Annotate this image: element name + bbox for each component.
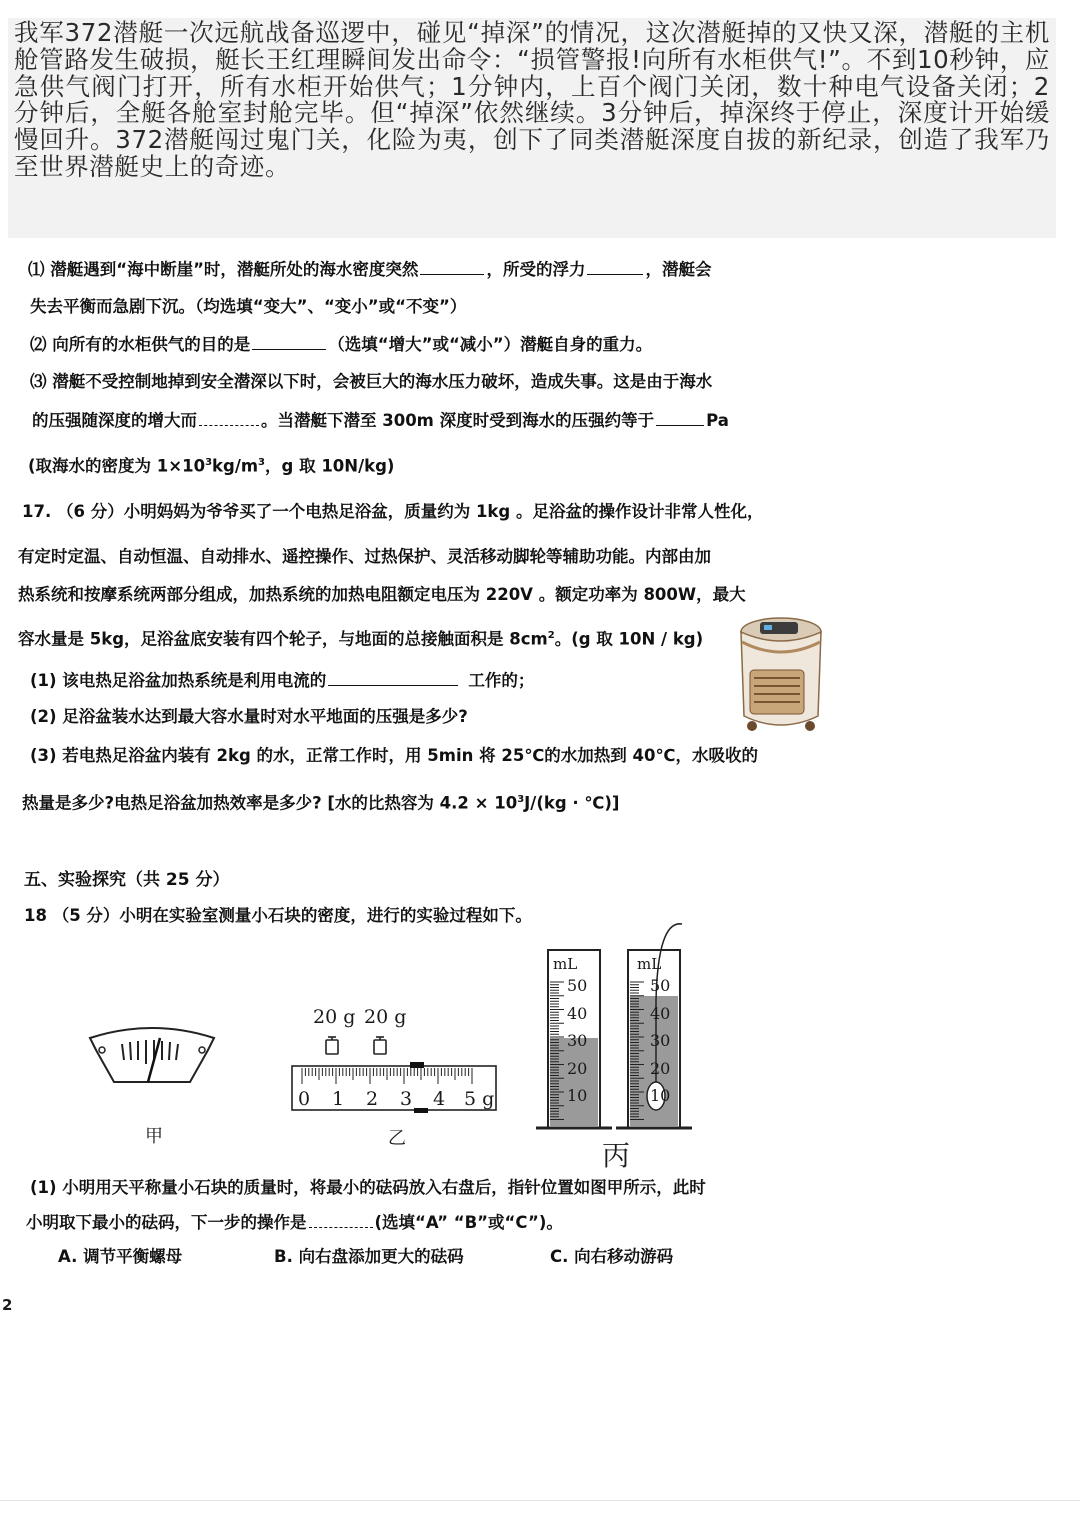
q17-s3-sup: 3 — [517, 794, 525, 805]
q17-s1-text-b: 工作的； — [468, 671, 535, 690]
answer-blank[interactable] — [252, 333, 326, 350]
figure-label-yi: 乙 — [388, 1128, 406, 1149]
q16-p3-text-a: 的压强随深度的增大而 — [32, 411, 197, 430]
weight-label-2: 20 g — [364, 1006, 407, 1028]
q16-p3-density-b: kg/m — [212, 456, 259, 476]
cyl1-tick: 30 — [567, 1031, 588, 1050]
q17-line3: 热系统和按摩系统两部分组成，加热系统的加热电阻额定电压为 220V 。额定功率为 800W，最大 — [18, 585, 746, 604]
q17-line4-text-a: 容水量是 5kg，足浴盆底安装有四个轮子，与地面的总接触面积是 8cm — [18, 629, 548, 649]
q16-p1-text-b: ，所受的浮力 — [486, 260, 586, 279]
option-b: B. 向右盘添加更大的砝码 — [274, 1247, 464, 1266]
bottom-divider — [0, 1500, 1080, 1501]
answer-blank[interactable] — [656, 409, 704, 426]
q18-sub1-line1: (1) 小明用天平称量小石块的质量时，将最小的砝码放入右盘后，指针位置如图甲所示，此时 — [30, 1178, 706, 1197]
q16-part1 — [28, 258, 711, 281]
q16-part3-line2 — [32, 409, 729, 432]
figure-label-bing: 丙 — [602, 1139, 631, 1172]
answer-blank[interactable] — [420, 258, 484, 275]
q17-s1-text-a: (1) 该电热足浴盆加热系统是利用电流的 — [30, 671, 327, 690]
q16-p3-density-a: (取海水的密度为 1×10 — [28, 456, 206, 476]
answer-blank[interactable] — [587, 258, 643, 275]
cylinder2-scale — [650, 972, 670, 1110]
q16-part2 — [30, 333, 652, 356]
cyl1-tick: 50 — [567, 976, 588, 995]
q17-s3-text-b: J/(kg · ℃)] — [524, 793, 620, 813]
ruler-tick-4: 4 — [433, 1088, 446, 1110]
q18-sub1-line2 — [26, 1211, 563, 1234]
q18-s1-text-b: (选填“A” “B”或“C”)。 — [374, 1213, 563, 1232]
cyl2-tick: 50 — [650, 976, 671, 995]
q16-p1-text-c: ，潜艇会 — [645, 260, 712, 279]
cyl2-tick: 30 — [650, 1031, 671, 1050]
passage-box — [8, 18, 1056, 238]
foot-bath-image — [734, 612, 828, 736]
ruler-tick-2: 2 — [366, 1088, 379, 1110]
q18-s1-text-a: 小明取下最小的砝码，下一步的操作是 — [26, 1213, 307, 1232]
q17-line1: 17. （6 分）小明妈妈为爷爷买了一个电热足浴盆，质量约为 1kg 。足浴盆的操作设计非常人性化， — [22, 502, 764, 521]
page-number: 2 — [2, 1296, 13, 1314]
q17-line4-text-b: 。(g 取 10N / kg) — [554, 629, 704, 649]
cyl1-tick: 40 — [567, 1003, 588, 1023]
ruler-tick-1: 1 — [332, 1088, 345, 1110]
cyl2-tick: 40 — [650, 1003, 671, 1023]
cylinder2-unit: mL — [637, 955, 662, 973]
cyl1-tick: 10 — [567, 1086, 588, 1105]
q16-p1-text-a: ⑴ 潜艇遇到“海中断崖”时，潜艇所处的海水密度突然 — [28, 260, 419, 279]
q18-line1: 18 （5 分）小明在实验室测量小石块的密度，进行的实验过程如下。 — [24, 906, 532, 925]
q16-p3-text-b: 。当潜艇下潜至 300m 深度时受到海水的压强约等于 — [261, 411, 655, 430]
ruler-labels — [298, 1088, 498, 1112]
q16-p3-density-sup: 3 — [205, 457, 213, 468]
balance-pointer-figure — [82, 1024, 222, 1104]
q16-part3-line1: ⑶ 潜艇不受控制地掉到安全潜深以下时，会被巨大的海水压力破坏，造成失事。这是由于海水 — [30, 372, 713, 391]
answer-blank[interactable] — [199, 409, 259, 426]
q16-p3-density-c: ，g 取 10N/kg) — [265, 456, 395, 476]
option-a: A. 调节平衡螺母 — [58, 1247, 183, 1266]
q17-sub3-line2 — [22, 789, 619, 815]
weight-label-1: 20 g — [313, 1006, 356, 1028]
q16-p3-density-sup2: 3 — [258, 457, 266, 468]
q17-sub2: (2) 足浴盆装水达到最大容水量时对水平地面的压强是多少? — [30, 707, 468, 726]
section5-title: 五、实验探究（共 25 分） — [24, 870, 230, 890]
ruler-tick-3: 3 — [400, 1088, 413, 1110]
cyl2-tick: 20 — [650, 1058, 671, 1078]
q16-p3-text-c: Pa — [706, 411, 729, 430]
ruler-tick-0: 0 — [298, 1088, 311, 1110]
answer-blank[interactable] — [328, 669, 458, 686]
q17-sub1 — [30, 669, 534, 692]
graduated-cylinders-figure — [532, 910, 700, 1136]
passage-text: 我军372潜艇一次远航战备巡逻中，碰见“掉深”的情况，这次潜艇掉的又快又深，潜艇的主机舱管路发生破损，艇长王红理瞬间发出命令：“损管警报!向所有水柜供气!”。不到10秒钟，应急供气阀门打开，所有水柜开始供气；1分钟内，上百个阀门关闭，数十种电气设备关闭；2分钟后，全艇各舱室封舱完毕。但“掉深”依然继续。3分钟后，掉深终于停止，深度计开始缓慢回升。372潜艇闯过鬼门关，化险为夷，创下了同类潜艇深度自拔的新纪录，创造了我军乃至世界潜艇史上的奇迹。 — [14, 18, 1050, 181]
q17-s3-text-a: 热量是多少?电热足浴盆加热效率是多少? [水的比热容为 4.2 × 10 — [22, 793, 518, 813]
q17-line2: 有定时定温、自动恒温、自动排水、遥控操作、过热保护、灵活移动脚轮等辅助功能。内部由加 — [18, 547, 711, 566]
cyl1-tick: 20 — [567, 1058, 588, 1078]
q16-part3-line3 — [28, 452, 394, 478]
q17-line4-sup: 2 — [547, 630, 555, 641]
ruler-tick-5: 5 g — [464, 1088, 495, 1110]
q17-sub3-line1: (3) 若电热足浴盆内装有 2kg 的水，正常工作时，用 5min 将 25℃的水加热到 40℃，水吸收的 — [30, 746, 758, 765]
answer-blank[interactable] — [309, 1211, 373, 1228]
cyl2-tick: 10 — [650, 1086, 671, 1105]
q16-p2-text-a: ⑵ 向所有的水柜供气的目的是 — [30, 335, 251, 354]
cylinder1-unit: mL — [553, 955, 578, 973]
q17-line4 — [18, 625, 703, 651]
figure-label-jia: 甲 — [145, 1126, 163, 1147]
cylinder1-scale — [567, 972, 587, 1110]
q16-part1-line2: 失去平衡而急剧下沉。（均选填“变大”、“变小”或“不变”） — [30, 297, 467, 316]
option-c: C. 向右移动游码 — [550, 1247, 674, 1266]
q16-p2-text-b: （选填“增大”或“减小”）潜艇自身的重力。 — [328, 335, 653, 354]
